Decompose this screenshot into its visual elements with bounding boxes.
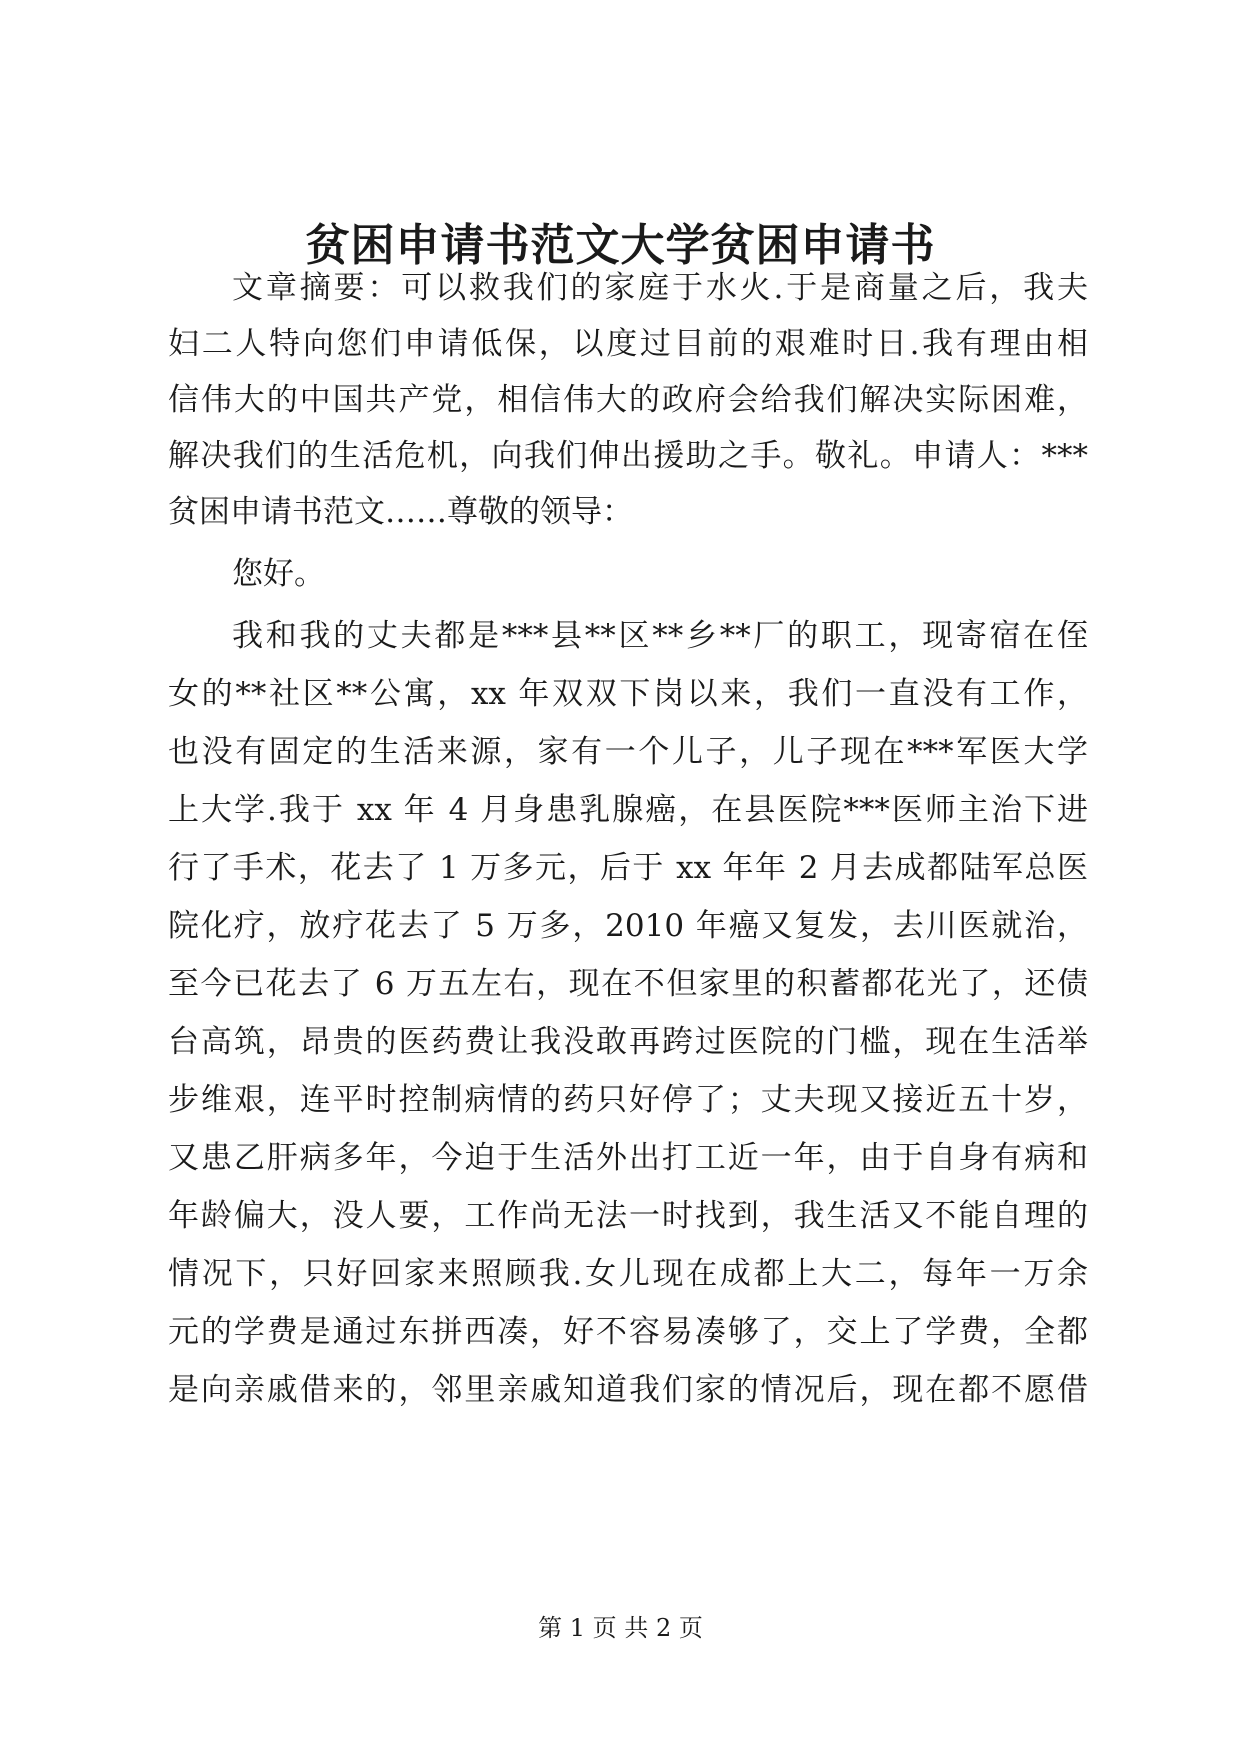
- text-line: 年龄偏大，没人要，工作尚无法一时找到，我生活又不能自理的: [168, 1198, 1088, 1234]
- text-line: 院化疗，放疗花去了 5 万多，2010 年癌又复发，去川医就治，: [168, 908, 1088, 944]
- page-number-footer: 第 1 页 共 2 页: [538, 1614, 703, 1642]
- text-line: 步维艰，连平时控制病情的药只好停了；丈夫现又接近五十岁，: [168, 1082, 1088, 1118]
- text-line: 我和我的丈夫都是***县**区**乡**厂的职工，现寄宿在侄: [232, 618, 1088, 654]
- text-line: 又患乙肝病多年，今迫于生活外出打工近一年，由于自身有病和: [168, 1140, 1088, 1176]
- text-line: 上大学.我于 xx 年 4 月身患乳腺癌，在县医院***医师主治下进: [168, 792, 1088, 828]
- text-line: 台高筑，昂贵的医药费让我没敢再跨过医院的门槛，现在生活举: [168, 1024, 1088, 1060]
- text-line: 贫困申请书范文……尊敬的领导：: [168, 494, 633, 530]
- text-line: 信伟大的中国共产党，相信伟大的政府会给我们解决实际困难，: [168, 382, 1088, 418]
- text-line: 女的**社区**公寓，xx 年双双下岗以来，我们一直没有工作，: [168, 676, 1088, 712]
- text-line: 解决我们的生活危机，向我们伸出援助之手。敬礼。申请人：***: [168, 438, 1088, 474]
- text-line: 是向亲戚借来的，邻里亲戚知道我们家的情况后，现在都不愿借: [168, 1372, 1088, 1408]
- text-line: 您好。: [232, 556, 325, 592]
- text-line: 行了手术，花去了 1 万多元，后于 xx 年年 2 月去成都陆军总医: [168, 850, 1088, 886]
- text-line: 至今已花去了 6 万五左右，现在不但家里的积蓄都花光了，还债: [168, 966, 1088, 1002]
- text-line: 文章摘要：可以救我们的家庭于水火.于是商量之后，我夫: [232, 270, 1088, 306]
- text-line: 情况下，只好回家来照顾我.女儿现在成都上大二，每年一万余: [168, 1256, 1088, 1292]
- document-title: 贫困申请书范文大学贫困申请书: [305, 220, 936, 271]
- text-line: 妇二人特向您们申请低保，以度过目前的艰难时日.我有理由相: [168, 326, 1088, 362]
- text-line: 元的学费是通过东拼西凑，好不容易凑够了，交上了学费，全都: [168, 1314, 1088, 1350]
- text-line: 也没有固定的生活来源，家有一个儿子，儿子现在***军医大学: [168, 734, 1088, 770]
